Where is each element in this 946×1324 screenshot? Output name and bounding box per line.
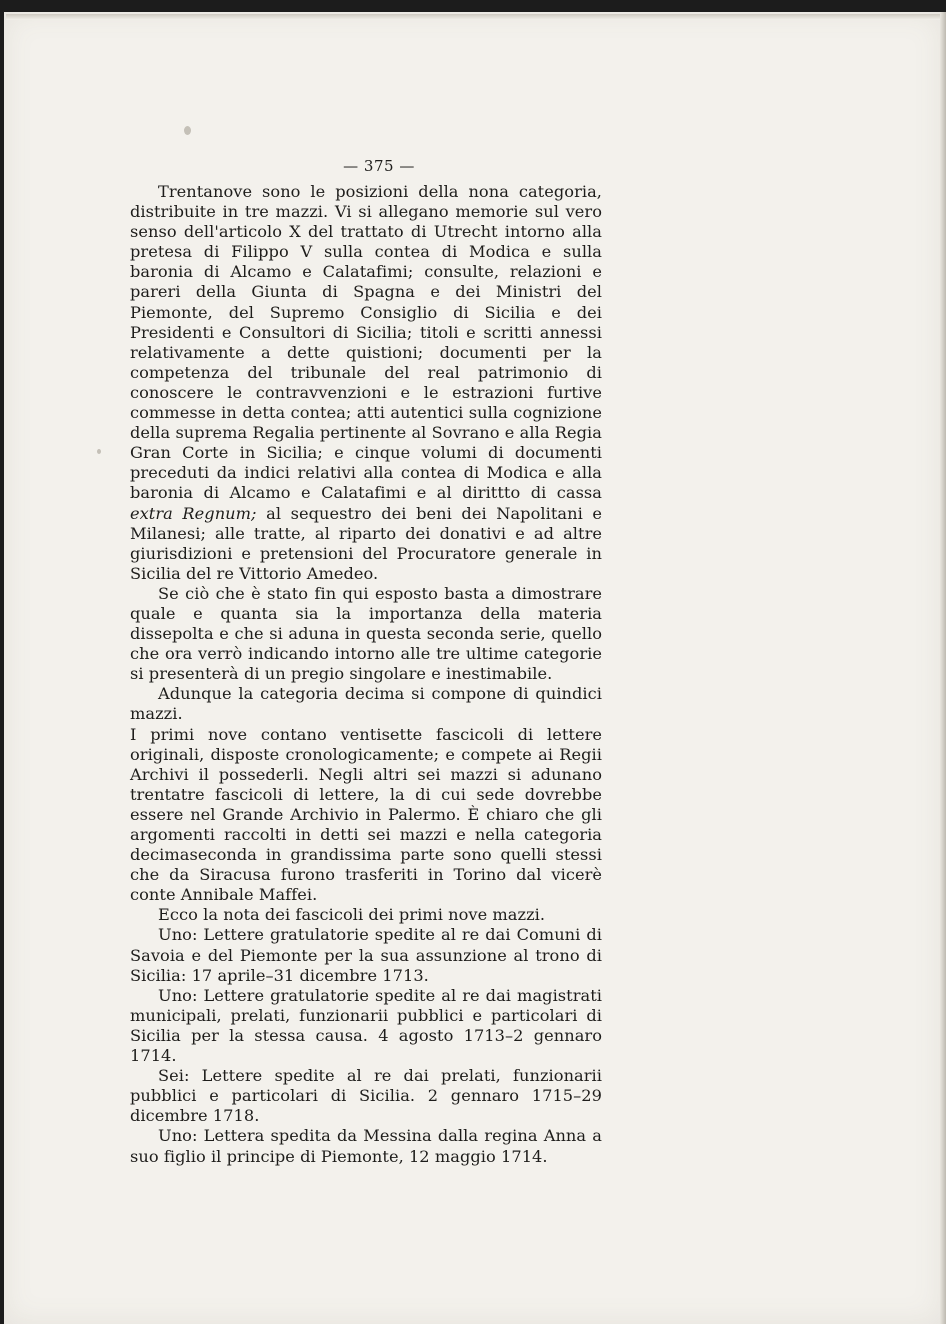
page-text — [130, 156, 602, 1167]
paragraph: Adunque la categoria decima si compone di quindici mazzi. — [130, 684, 602, 724]
paragraph: Ecco la nota dei fascicoli dei primi nove mazzi. — [158, 905, 546, 925]
page-right-edge — [940, 12, 946, 1324]
page-top-edge — [6, 14, 942, 20]
paragraph-text: Trentanove sono le posizioni della nona categoria, distribuite in tre mazzi. Vi si allegano memorie sul vero senso dell'articolo X del trattato di Utrecht intorno alla pretesa di Filippo V sulla contea di Modica e sulla baronia di Alcamo e Calatafimi; consulte, relazioni e pareri della Giunta di Spagna e dei Ministri del Piemonte, del Supremo Consiglio di Sicilia e dei Presidenti e Consultori di Sicilia; titoli e scritti annessi relativamente a dette quistioni; documenti per la competenza del tribunale del real patrimonio di conoscere le contravvenzioni e le estrazioni furtive commesse in detta contea; atti autentici sulla cognizione della suprema Regalia pertinente al Sovrano e alla Regia Gran Corte in Sicilia; e cinque volumi di documenti preceduti da indici relativi alla contea di Modica e alla baronia di Alcamo e Calatafimi e al dirittto di cassa — [130, 182, 602, 503]
paper-spot — [184, 126, 191, 135]
paragraph — [130, 182, 602, 584]
list-entry: Uno: Lettere gratulatorie spedite al re dai magistrati municipali, prelati, funzionarii pubblici e particolari di Sicilia per la stessa causa. 4 agosto 1713–2 gennaro 1714. — [130, 985, 602, 1066]
paragraph: Se ciò che è stato fin qui esposto basta a dimostrare quale e quanta sia la importanza della materia dissepolta e che si aduna in questa seconda serie, quello che ora verrò indicando intorno alle tre ultime categorie si presenterà di un pregio singolare e inestimabile. — [130, 583, 602, 684]
list-entry: Uno: Lettere gratulatorie spedite al re dai Comuni di Savoia e del Piemonte per la sua assunzione al trono di Sicilia: 17 aprile–31 dicembre 1713. — [130, 925, 602, 985]
paragraph-text: al sequestro dei beni dei Napolitani e Milanesi; alle tratte, al riparto dei donativi e ad altre giurisdizioni e pretensioni del Procuratore generale in Sicilia del re Vittorio Amedeo. — [130, 503, 603, 583]
paper-spot — [97, 449, 101, 454]
paragraph: I primi nove contano ventisette fascicoli di lettere originali, disposte cronologicamente; e compete ai Regii Archivi il possederli. Negli altri sei mazzi si adunano trentatre fascicoli di lettere, la di cui sede dovrebbe essere nel Grande Archivio in Palermo. È chiaro che gli argomenti raccolti in detti sei mazzi e nella categoria decimaseconda in grandissima parte sono quelli stessi che da Siracusa furono trasferiti in Torino dal vicerè conte Annibale Maffei. — [130, 724, 602, 905]
list-entry: Sei: Lettere spedite al re dai prelati, funzionarii pubblici e particolari di Sicilia. 2 gennaro 1715–29 dicembre 1718. — [130, 1066, 602, 1126]
list-entry: Uno: Lettera spedita da Messina dalla regina Anna a suo figlio il principe di Piemonte, 12 maggio 1714. — [130, 1126, 602, 1166]
page-number: — 375 — — [343, 157, 415, 175]
italic-phrase: extra Regnum; — [130, 503, 257, 523]
